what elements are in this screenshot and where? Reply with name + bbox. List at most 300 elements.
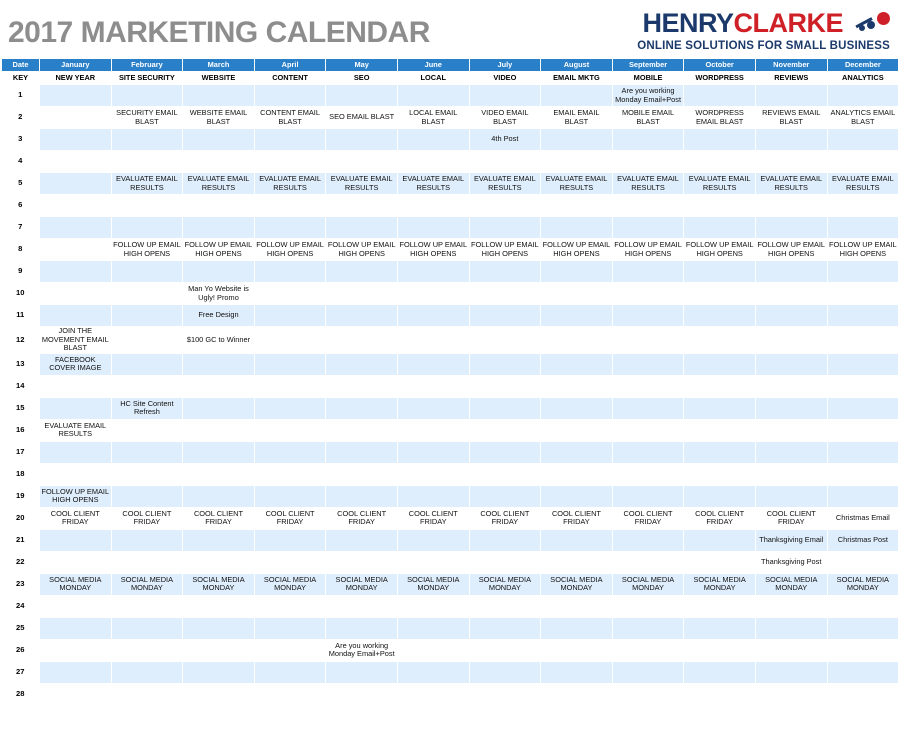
calendar-cell[interactable]: [40, 529, 112, 551]
calendar-cell[interactable]: Free Design: [183, 305, 255, 327]
calendar-cell[interactable]: [684, 551, 756, 573]
calendar-cell[interactable]: [612, 151, 684, 173]
calendar-cell[interactable]: [755, 463, 827, 485]
calendar-cell[interactable]: SEO EMAIL BLAST: [326, 107, 398, 129]
calendar-cell[interactable]: [254, 283, 326, 305]
calendar-cell[interactable]: [111, 661, 183, 683]
calendar-cell[interactable]: [684, 595, 756, 617]
calendar-cell[interactable]: [40, 463, 112, 485]
calendar-cell[interactable]: [469, 551, 541, 573]
calendar-cell[interactable]: [755, 661, 827, 683]
calendar-cell[interactable]: [612, 195, 684, 217]
calendar-cell[interactable]: MOBILE EMAIL BLAST: [612, 107, 684, 129]
calendar-cell[interactable]: [541, 85, 613, 107]
calendar-cell[interactable]: [755, 151, 827, 173]
calendar-cell[interactable]: [40, 173, 112, 195]
calendar-cell[interactable]: [755, 639, 827, 661]
calendar-cell[interactable]: SOCIAL MEDIA MONDAY: [755, 573, 827, 595]
calendar-cell[interactable]: [612, 485, 684, 507]
calendar-cell[interactable]: Are you working Monday Email+Post: [612, 85, 684, 107]
calendar-cell[interactable]: [397, 683, 469, 705]
calendar-cell[interactable]: [469, 261, 541, 283]
calendar-cell[interactable]: [111, 463, 183, 485]
calendar-cell[interactable]: [397, 463, 469, 485]
calendar-cell[interactable]: [755, 441, 827, 463]
calendar-cell[interactable]: FOLLOW UP EMAIL HIGH OPENS: [612, 239, 684, 261]
calendar-cell[interactable]: [684, 463, 756, 485]
calendar-cell[interactable]: FOLLOW UP EMAIL HIGH OPENS: [827, 239, 899, 261]
calendar-cell[interactable]: [827, 375, 899, 397]
calendar-cell[interactable]: EVALUATE EMAIL RESULTS: [827, 173, 899, 195]
calendar-cell[interactable]: COOL CLIENT FRIDAY: [397, 507, 469, 529]
calendar-cell[interactable]: [827, 353, 899, 375]
calendar-cell[interactable]: [755, 261, 827, 283]
calendar-cell[interactable]: [254, 441, 326, 463]
calendar-cell[interactable]: [183, 419, 255, 441]
calendar-cell[interactable]: [684, 617, 756, 639]
calendar-cell[interactable]: HC Site Content Refresh: [111, 397, 183, 419]
calendar-cell[interactable]: [254, 217, 326, 239]
calendar-cell[interactable]: [612, 441, 684, 463]
calendar-cell[interactable]: [40, 551, 112, 573]
calendar-cell[interactable]: [541, 485, 613, 507]
calendar-cell[interactable]: [183, 485, 255, 507]
calendar-cell[interactable]: [397, 617, 469, 639]
calendar-cell[interactable]: [111, 529, 183, 551]
calendar-cell[interactable]: [40, 617, 112, 639]
calendar-cell[interactable]: EVALUATE EMAIL RESULTS: [684, 173, 756, 195]
calendar-cell[interactable]: [397, 419, 469, 441]
calendar-cell[interactable]: [684, 683, 756, 705]
calendar-cell[interactable]: [541, 441, 613, 463]
calendar-cell[interactable]: LOCAL EMAIL BLAST: [397, 107, 469, 129]
calendar-cell[interactable]: [541, 195, 613, 217]
calendar-cell[interactable]: [684, 217, 756, 239]
calendar-cell[interactable]: [183, 195, 255, 217]
calendar-cell[interactable]: [827, 419, 899, 441]
calendar-cell[interactable]: [397, 305, 469, 327]
calendar-cell[interactable]: [40, 397, 112, 419]
calendar-cell[interactable]: [469, 283, 541, 305]
calendar-cell[interactable]: COOL CLIENT FRIDAY: [40, 507, 112, 529]
calendar-cell[interactable]: [111, 305, 183, 327]
calendar-cell[interactable]: [612, 595, 684, 617]
calendar-cell[interactable]: [183, 129, 255, 151]
calendar-cell[interactable]: [40, 85, 112, 107]
calendar-cell[interactable]: EVALUATE EMAIL RESULTS: [183, 173, 255, 195]
calendar-cell[interactable]: [111, 195, 183, 217]
calendar-cell[interactable]: [326, 617, 398, 639]
calendar-cell[interactable]: EVALUATE EMAIL RESULTS: [469, 173, 541, 195]
calendar-cell[interactable]: [40, 595, 112, 617]
calendar-cell[interactable]: [111, 419, 183, 441]
calendar-cell[interactable]: [541, 683, 613, 705]
calendar-cell[interactable]: [397, 353, 469, 375]
calendar-cell[interactable]: COOL CLIENT FRIDAY: [469, 507, 541, 529]
calendar-cell[interactable]: [183, 617, 255, 639]
calendar-cell[interactable]: [183, 397, 255, 419]
calendar-cell[interactable]: [827, 261, 899, 283]
calendar-cell[interactable]: [612, 463, 684, 485]
calendar-cell[interactable]: [469, 327, 541, 354]
calendar-cell[interactable]: [183, 353, 255, 375]
calendar-cell[interactable]: JOIN THE MOVEMENT EMAIL BLAST: [40, 327, 112, 354]
calendar-cell[interactable]: [755, 397, 827, 419]
calendar-cell[interactable]: [326, 419, 398, 441]
calendar-cell[interactable]: [397, 283, 469, 305]
calendar-cell[interactable]: [326, 683, 398, 705]
calendar-cell[interactable]: [541, 375, 613, 397]
calendar-cell[interactable]: [612, 129, 684, 151]
calendar-cell[interactable]: [254, 129, 326, 151]
calendar-cell[interactable]: [755, 85, 827, 107]
calendar-cell[interactable]: [326, 85, 398, 107]
calendar-cell[interactable]: [326, 195, 398, 217]
calendar-cell[interactable]: [469, 305, 541, 327]
calendar-cell[interactable]: [612, 529, 684, 551]
calendar-cell[interactable]: [612, 283, 684, 305]
calendar-cell[interactable]: [541, 283, 613, 305]
calendar-cell[interactable]: EVALUATE EMAIL RESULTS: [40, 419, 112, 441]
calendar-cell[interactable]: [827, 639, 899, 661]
calendar-cell[interactable]: [183, 441, 255, 463]
calendar-cell[interactable]: [469, 397, 541, 419]
calendar-cell[interactable]: [612, 305, 684, 327]
calendar-cell[interactable]: FACEBOOK COVER IMAGE: [40, 353, 112, 375]
calendar-cell[interactable]: [397, 529, 469, 551]
calendar-cell[interactable]: [469, 661, 541, 683]
calendar-cell[interactable]: [755, 419, 827, 441]
calendar-cell[interactable]: SOCIAL MEDIA MONDAY: [397, 573, 469, 595]
calendar-cell[interactable]: SOCIAL MEDIA MONDAY: [111, 573, 183, 595]
calendar-cell[interactable]: [183, 661, 255, 683]
calendar-cell[interactable]: [397, 397, 469, 419]
calendar-cell[interactable]: [40, 129, 112, 151]
calendar-cell[interactable]: COOL CLIENT FRIDAY: [254, 507, 326, 529]
calendar-cell[interactable]: [254, 419, 326, 441]
calendar-cell[interactable]: [326, 129, 398, 151]
calendar-cell[interactable]: [612, 217, 684, 239]
calendar-cell[interactable]: COOL CLIENT FRIDAY: [684, 507, 756, 529]
calendar-cell[interactable]: [541, 397, 613, 419]
calendar-cell[interactable]: [684, 375, 756, 397]
calendar-cell[interactable]: WEBSITE EMAIL BLAST: [183, 107, 255, 129]
calendar-cell[interactable]: [326, 353, 398, 375]
calendar-cell[interactable]: FOLLOW UP EMAIL HIGH OPENS: [684, 239, 756, 261]
calendar-cell[interactable]: [397, 129, 469, 151]
calendar-cell[interactable]: [397, 551, 469, 573]
calendar-cell[interactable]: [254, 683, 326, 705]
calendar-cell[interactable]: EMAIL EMAIL BLAST: [541, 107, 613, 129]
calendar-cell[interactable]: [326, 305, 398, 327]
calendar-cell[interactable]: [827, 85, 899, 107]
calendar-cell[interactable]: [684, 195, 756, 217]
calendar-cell[interactable]: [755, 305, 827, 327]
calendar-cell[interactable]: [111, 441, 183, 463]
calendar-cell[interactable]: EVALUATE EMAIL RESULTS: [755, 173, 827, 195]
calendar-cell[interactable]: FOLLOW UP EMAIL HIGH OPENS: [111, 239, 183, 261]
calendar-cell[interactable]: [326, 261, 398, 283]
calendar-cell[interactable]: Christmas Post: [827, 529, 899, 551]
calendar-cell[interactable]: [254, 151, 326, 173]
calendar-cell[interactable]: [612, 639, 684, 661]
calendar-cell[interactable]: [541, 261, 613, 283]
calendar-cell[interactable]: [469, 441, 541, 463]
calendar-cell[interactable]: WORDPRESS EMAIL BLAST: [684, 107, 756, 129]
calendar-cell[interactable]: [397, 441, 469, 463]
calendar-cell[interactable]: [111, 85, 183, 107]
calendar-cell[interactable]: [612, 261, 684, 283]
calendar-cell[interactable]: [111, 283, 183, 305]
calendar-cell[interactable]: [254, 551, 326, 573]
calendar-cell[interactable]: [612, 661, 684, 683]
calendar-cell[interactable]: [40, 195, 112, 217]
calendar-cell[interactable]: VIDEO EMAIL BLAST: [469, 107, 541, 129]
calendar-cell[interactable]: [111, 595, 183, 617]
calendar-cell[interactable]: [541, 305, 613, 327]
calendar-cell[interactable]: [684, 305, 756, 327]
calendar-cell[interactable]: [684, 283, 756, 305]
calendar-cell[interactable]: [254, 327, 326, 354]
calendar-cell[interactable]: [827, 327, 899, 354]
calendar-cell[interactable]: [469, 195, 541, 217]
calendar-cell[interactable]: [612, 683, 684, 705]
calendar-cell[interactable]: [111, 353, 183, 375]
calendar-cell[interactable]: ANALYTICS EMAIL BLAST: [827, 107, 899, 129]
calendar-cell[interactable]: [755, 327, 827, 354]
calendar-cell[interactable]: [397, 485, 469, 507]
calendar-cell[interactable]: [541, 529, 613, 551]
calendar-cell[interactable]: COOL CLIENT FRIDAY: [541, 507, 613, 529]
calendar-cell[interactable]: [827, 463, 899, 485]
calendar-cell[interactable]: [40, 661, 112, 683]
calendar-cell[interactable]: [684, 419, 756, 441]
calendar-cell[interactable]: [254, 305, 326, 327]
calendar-cell[interactable]: Are you working Monday Email+Post: [326, 639, 398, 661]
calendar-cell[interactable]: [326, 529, 398, 551]
calendar-cell[interactable]: [469, 683, 541, 705]
calendar-cell[interactable]: [541, 151, 613, 173]
calendar-cell[interactable]: [254, 463, 326, 485]
calendar-cell[interactable]: [684, 151, 756, 173]
calendar-cell[interactable]: [684, 639, 756, 661]
calendar-cell[interactable]: [111, 639, 183, 661]
calendar-cell[interactable]: [541, 463, 613, 485]
calendar-cell[interactable]: SOCIAL MEDIA MONDAY: [541, 573, 613, 595]
calendar-cell[interactable]: [469, 639, 541, 661]
calendar-cell[interactable]: [183, 639, 255, 661]
calendar-cell[interactable]: [684, 661, 756, 683]
calendar-cell[interactable]: [254, 397, 326, 419]
calendar-cell[interactable]: REVIEWS EMAIL BLAST: [755, 107, 827, 129]
calendar-cell[interactable]: 4th Post: [469, 129, 541, 151]
calendar-cell[interactable]: EVALUATE EMAIL RESULTS: [111, 173, 183, 195]
calendar-cell[interactable]: [111, 485, 183, 507]
calendar-cell[interactable]: [827, 485, 899, 507]
calendar-cell[interactable]: SOCIAL MEDIA MONDAY: [612, 573, 684, 595]
calendar-cell[interactable]: [541, 617, 613, 639]
calendar-cell[interactable]: [326, 463, 398, 485]
calendar-cell[interactable]: [684, 327, 756, 354]
calendar-cell[interactable]: [397, 195, 469, 217]
calendar-cell[interactable]: [469, 595, 541, 617]
calendar-cell[interactable]: FOLLOW UP EMAIL HIGH OPENS: [326, 239, 398, 261]
calendar-cell[interactable]: [827, 441, 899, 463]
calendar-cell[interactable]: [111, 683, 183, 705]
calendar-cell[interactable]: [326, 441, 398, 463]
calendar-cell[interactable]: [684, 529, 756, 551]
calendar-cell[interactable]: [326, 217, 398, 239]
calendar-cell[interactable]: [684, 397, 756, 419]
calendar-cell[interactable]: [254, 529, 326, 551]
calendar-cell[interactable]: [254, 661, 326, 683]
calendar-cell[interactable]: [397, 85, 469, 107]
calendar-cell[interactable]: [541, 419, 613, 441]
calendar-cell[interactable]: [40, 283, 112, 305]
calendar-cell[interactable]: [827, 305, 899, 327]
calendar-cell[interactable]: [326, 283, 398, 305]
calendar-cell[interactable]: Man Yo Website is Ugly! Promo: [183, 283, 255, 305]
calendar-cell[interactable]: [684, 129, 756, 151]
calendar-cell[interactable]: [827, 397, 899, 419]
calendar-cell[interactable]: [40, 107, 112, 129]
calendar-cell[interactable]: [111, 151, 183, 173]
calendar-cell[interactable]: [755, 217, 827, 239]
calendar-cell[interactable]: [183, 151, 255, 173]
calendar-cell[interactable]: [326, 327, 398, 354]
calendar-cell[interactable]: [827, 283, 899, 305]
calendar-cell[interactable]: [827, 195, 899, 217]
calendar-cell[interactable]: [254, 485, 326, 507]
calendar-cell[interactable]: [755, 283, 827, 305]
calendar-cell[interactable]: [541, 639, 613, 661]
calendar-cell[interactable]: EVALUATE EMAIL RESULTS: [254, 173, 326, 195]
calendar-cell[interactable]: [612, 617, 684, 639]
calendar-cell[interactable]: [397, 595, 469, 617]
calendar-cell[interactable]: [254, 353, 326, 375]
calendar-cell[interactable]: [612, 419, 684, 441]
calendar-cell[interactable]: [541, 327, 613, 354]
calendar-cell[interactable]: FOLLOW UP EMAIL HIGH OPENS: [254, 239, 326, 261]
calendar-cell[interactable]: [254, 639, 326, 661]
calendar-cell[interactable]: [111, 217, 183, 239]
calendar-cell[interactable]: [541, 129, 613, 151]
calendar-cell[interactable]: EVALUATE EMAIL RESULTS: [326, 173, 398, 195]
calendar-cell[interactable]: [684, 441, 756, 463]
calendar-cell[interactable]: [254, 85, 326, 107]
calendar-cell[interactable]: FOLLOW UP EMAIL HIGH OPENS: [541, 239, 613, 261]
calendar-cell[interactable]: [469, 529, 541, 551]
calendar-cell[interactable]: [755, 617, 827, 639]
calendar-cell[interactable]: [397, 661, 469, 683]
calendar-cell[interactable]: [755, 595, 827, 617]
calendar-cell[interactable]: COOL CLIENT FRIDAY: [111, 507, 183, 529]
calendar-cell[interactable]: [827, 683, 899, 705]
calendar-cell[interactable]: FOLLOW UP EMAIL HIGH OPENS: [40, 485, 112, 507]
calendar-cell[interactable]: [326, 551, 398, 573]
calendar-cell[interactable]: [469, 375, 541, 397]
calendar-cell[interactable]: [254, 617, 326, 639]
calendar-cell[interactable]: [541, 595, 613, 617]
calendar-cell[interactable]: FOLLOW UP EMAIL HIGH OPENS: [755, 239, 827, 261]
calendar-cell[interactable]: [254, 261, 326, 283]
calendar-cell[interactable]: [684, 485, 756, 507]
calendar-cell[interactable]: SOCIAL MEDIA MONDAY: [183, 573, 255, 595]
calendar-cell[interactable]: [827, 617, 899, 639]
calendar-cell[interactable]: [755, 129, 827, 151]
calendar-cell[interactable]: [612, 375, 684, 397]
calendar-cell[interactable]: [469, 419, 541, 441]
calendar-cell[interactable]: [469, 485, 541, 507]
calendar-cell[interactable]: [40, 305, 112, 327]
calendar-cell[interactable]: [183, 375, 255, 397]
calendar-cell[interactable]: [684, 261, 756, 283]
calendar-cell[interactable]: [541, 353, 613, 375]
calendar-cell[interactable]: [827, 151, 899, 173]
calendar-cell[interactable]: [612, 327, 684, 354]
calendar-cell[interactable]: COOL CLIENT FRIDAY: [612, 507, 684, 529]
calendar-cell[interactable]: SOCIAL MEDIA MONDAY: [469, 573, 541, 595]
calendar-cell[interactable]: [469, 353, 541, 375]
calendar-cell[interactable]: SOCIAL MEDIA MONDAY: [827, 573, 899, 595]
calendar-cell[interactable]: [612, 353, 684, 375]
calendar-cell[interactable]: [111, 551, 183, 573]
calendar-cell[interactable]: SECURITY EMAIL BLAST: [111, 107, 183, 129]
calendar-cell[interactable]: [397, 375, 469, 397]
calendar-cell[interactable]: [397, 327, 469, 354]
calendar-cell[interactable]: [612, 551, 684, 573]
calendar-cell[interactable]: COOL CLIENT FRIDAY: [326, 507, 398, 529]
calendar-cell[interactable]: [40, 217, 112, 239]
calendar-cell[interactable]: [326, 485, 398, 507]
calendar-cell[interactable]: [183, 261, 255, 283]
calendar-cell[interactable]: [397, 639, 469, 661]
calendar-cell[interactable]: [755, 683, 827, 705]
calendar-cell[interactable]: [326, 397, 398, 419]
calendar-cell[interactable]: [183, 595, 255, 617]
calendar-cell[interactable]: [40, 239, 112, 261]
calendar-cell[interactable]: [183, 551, 255, 573]
calendar-cell[interactable]: [326, 151, 398, 173]
calendar-cell[interactable]: [827, 595, 899, 617]
calendar-cell[interactable]: [183, 683, 255, 705]
calendar-cell[interactable]: [469, 617, 541, 639]
calendar-cell[interactable]: [183, 529, 255, 551]
calendar-cell[interactable]: COOL CLIENT FRIDAY: [755, 507, 827, 529]
calendar-cell[interactable]: [469, 151, 541, 173]
calendar-cell[interactable]: [40, 441, 112, 463]
calendar-cell[interactable]: [469, 85, 541, 107]
calendar-cell[interactable]: [827, 551, 899, 573]
calendar-cell[interactable]: Christmas Email: [827, 507, 899, 529]
calendar-cell[interactable]: [684, 85, 756, 107]
calendar-cell[interactable]: [541, 217, 613, 239]
calendar-cell[interactable]: [40, 261, 112, 283]
calendar-cell[interactable]: [254, 375, 326, 397]
calendar-cell[interactable]: [40, 639, 112, 661]
calendar-cell[interactable]: Thanksgiving Email: [755, 529, 827, 551]
calendar-cell[interactable]: [183, 463, 255, 485]
calendar-cell[interactable]: [40, 151, 112, 173]
calendar-cell[interactable]: [40, 683, 112, 705]
calendar-cell[interactable]: EVALUATE EMAIL RESULTS: [612, 173, 684, 195]
calendar-cell[interactable]: COOL CLIENT FRIDAY: [183, 507, 255, 529]
calendar-cell[interactable]: [827, 129, 899, 151]
calendar-cell[interactable]: FOLLOW UP EMAIL HIGH OPENS: [397, 239, 469, 261]
calendar-cell[interactable]: [397, 217, 469, 239]
calendar-cell[interactable]: [40, 375, 112, 397]
calendar-cell[interactable]: SOCIAL MEDIA MONDAY: [40, 573, 112, 595]
